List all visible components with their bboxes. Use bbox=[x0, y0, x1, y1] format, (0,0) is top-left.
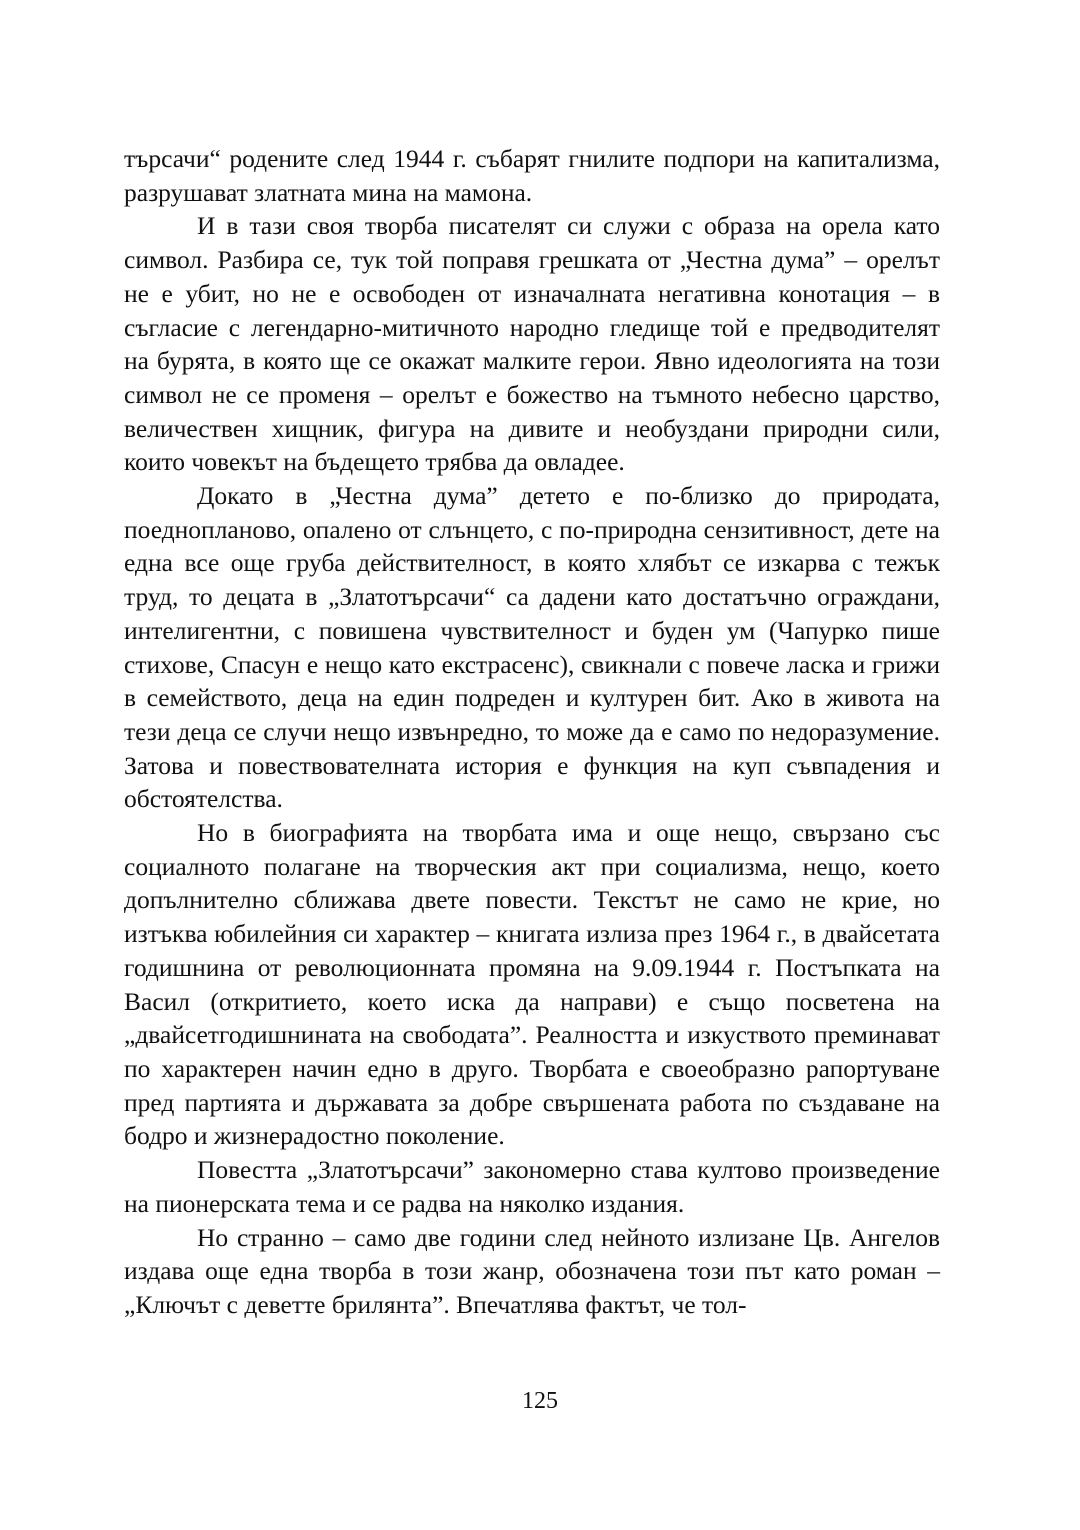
page-number: 125 bbox=[522, 1388, 558, 1414]
paragraph-jubilee-character: Но в биографията на творбата има и още нещо, свързано със социалното полагане на творческия акт при социализма, нещо, което допълнително сближава двете повести. Текстът не само не крие, но изтъква юбилейния си характер – книгата излиза през 1964 г., в двайсетата годишнина от революционната промяна на 9.09.1944 г. Постъпката на Васил (откритието, което иска да направи) е също посветена на „двайсетгодишнината на свободата”. Реалността и изкуството преминават по характерен начин едно в друго. Творбата е своеобразно рапортуване пред партията и държавата за добре свършената работа по създаване на бодро и жизнерадостно поколение. bbox=[124, 818, 940, 1151]
paragraph-eagle-symbol: И в тази своя творба писателят си служи с образа на орела като символ. Разбира се, тук той поправя грешката от „Честна дума” – орелът не е убит, но не е освободен от изначалната негативна конотация – в съгласие с легендарно-митичното народно гледище той е предводителят на бурята, в която ще се окажат малките герои. Явно идеологията на този символ не се променя – орелът е божество на тъмното небесно царство, величествен хищник, фигура на дивите и необуздани природни сили, които човекът на бъдещето трябва да овладее. bbox=[124, 211, 940, 477]
paragraph-cult-work: Повестта „Златотърсачи” закономерно става култово произведение на пионерската тема и се радва на няколко издания. bbox=[124, 1155, 940, 1218]
paragraph-children-comparison: Докато в „Честна дума” детето е по-близко до природата, поеднопланово, опалено от слънцето, с по-природна сензитивност, дете на една все още груба действителност, в която хлябът се изкарва с тежък труд, то децата в „Златотърсачи“ са дадени като достатъчно ограждани, интелигентни, с повишена чувствителност и буден ум (Чапурко пише стихове, Спасун е нещо като екстрасенс), свикнали с повече ласка и грижи в семейството, деца на един подреден и културен бит. Ако в живота на тези деца се случи нещо извънредно, то може да е само по недоразумение. Затова и повествователната история е функция на куп съвпадения и обстоятелства. bbox=[124, 481, 940, 814]
paragraph-next-novel: Но странно – само две години след нейното излизане Цв. Ангелов издава още една творба в този жанр, обозначена този път като роман – „Ключът с деветте брилянта”. Впечатлява фактът, че тол- bbox=[124, 1222, 940, 1319]
paragraph-continuation: търсачи“ родените след 1944 г. събарят гнилите подпори на капитализма, разрушават златната мина на мамона. bbox=[124, 144, 940, 207]
body-text bbox=[124, 142, 940, 1322]
